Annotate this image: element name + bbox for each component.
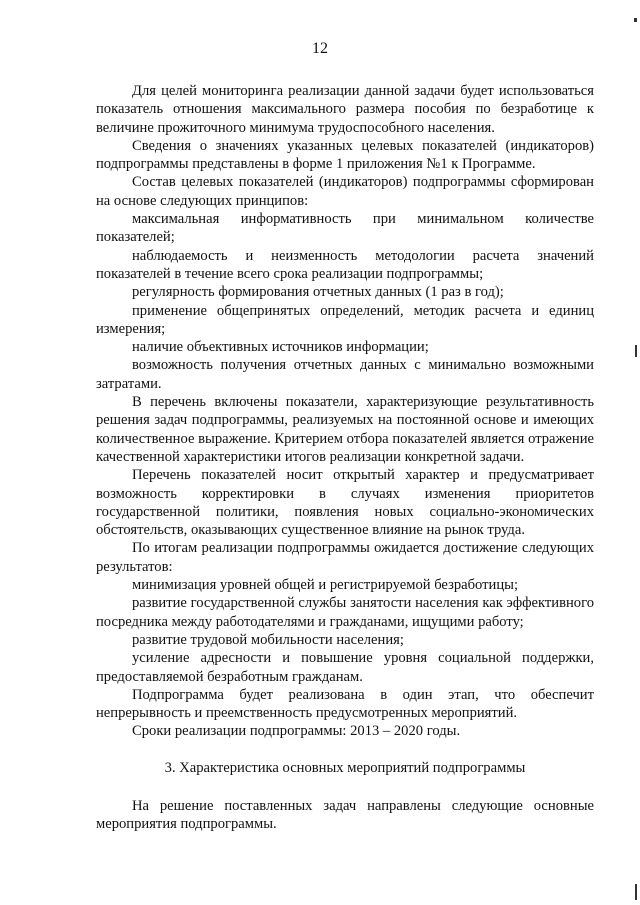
- section-heading: 3. Характеристика основных мероприятий подпрограммы: [164, 759, 526, 776]
- list-item: возможность получения отчетных данных с минимально возможными затратами.: [96, 357, 594, 392]
- paragraph: Для целей мониторинга реализации данной задачи будет использоваться показатель отношения максимального размера пособия по безработице к величине прожиточного минимума трудоспособного населения.: [96, 83, 594, 136]
- list-item: усиление адресности и повышение уровня социальной поддержки, предоставляемой безработным гражданам.: [96, 650, 594, 685]
- paragraph: На решение поставленных задач направлены следующие основные мероприятия подпрограммы.: [96, 797, 594, 833]
- list-item: минимизация уровней общей и регистрируемой безработицы;: [132, 577, 519, 594]
- list-item: развитие трудовой мобильности населения;: [132, 631, 404, 648]
- list-item: развитие государственной службы занятости населения как эффективного посредника между работодателями и гражданами, ищущими работу;: [96, 595, 594, 630]
- paragraph: В перечень включены показатели, характеризующие результативность решения задач подпрограммы, реализуемых на постоянной основе и имеющих количественное выражение. Критерием отбора показателей является отражение качественной характеристики итогов реализации конкретной задачи.: [96, 394, 594, 465]
- document-body: [96, 82, 594, 834]
- list-item: применение общепринятых определений, методик расчета и единиц измерения;: [96, 302, 594, 337]
- scan-mark: [634, 18, 637, 22]
- paragraph: Сведения о значениях указанных целевых показателей (индикаторов) подпрограммы представлены в форме 1 приложения №1 к Программе.: [96, 137, 594, 173]
- scan-mark: [635, 345, 637, 357]
- list-item: регулярность формирования отчетных данных (1 раз в год);: [132, 284, 504, 301]
- list-item: максимальная информативность при минимальном количестве показателей;: [96, 211, 594, 246]
- paragraph: Подпрограмма будет реализована в один этап, что обеспечит непрерывность и преемственность предусмотренных мероприятий.: [96, 686, 594, 722]
- page-number: 12: [312, 40, 328, 57]
- scan-mark: [635, 884, 637, 900]
- paragraph: По итогам реализации подпрограммы ожидается достижение следующих результатов:: [96, 540, 594, 575]
- paragraph: Состав целевых показателей (индикаторов) подпрограммы сформирован на основе следующих принципов:: [96, 174, 594, 209]
- list-item: наличие объективных источников информации;: [132, 339, 429, 356]
- list-item: наблюдаемость и неизменность методологии расчета значений показателей в течение всего срока реализации подпрограммы;: [96, 247, 594, 282]
- paragraph: Сроки реализации подпрограммы: 2013 – 2020 годы.: [132, 723, 461, 740]
- paragraph: Перечень показателей носит открытый характер и предусматривает возможность корректировки в случаях изменения приоритетов государственной политики, появления новых социально-экономических обстоятельств, оказывающих существенное влияние на рынок труда.: [96, 467, 594, 539]
